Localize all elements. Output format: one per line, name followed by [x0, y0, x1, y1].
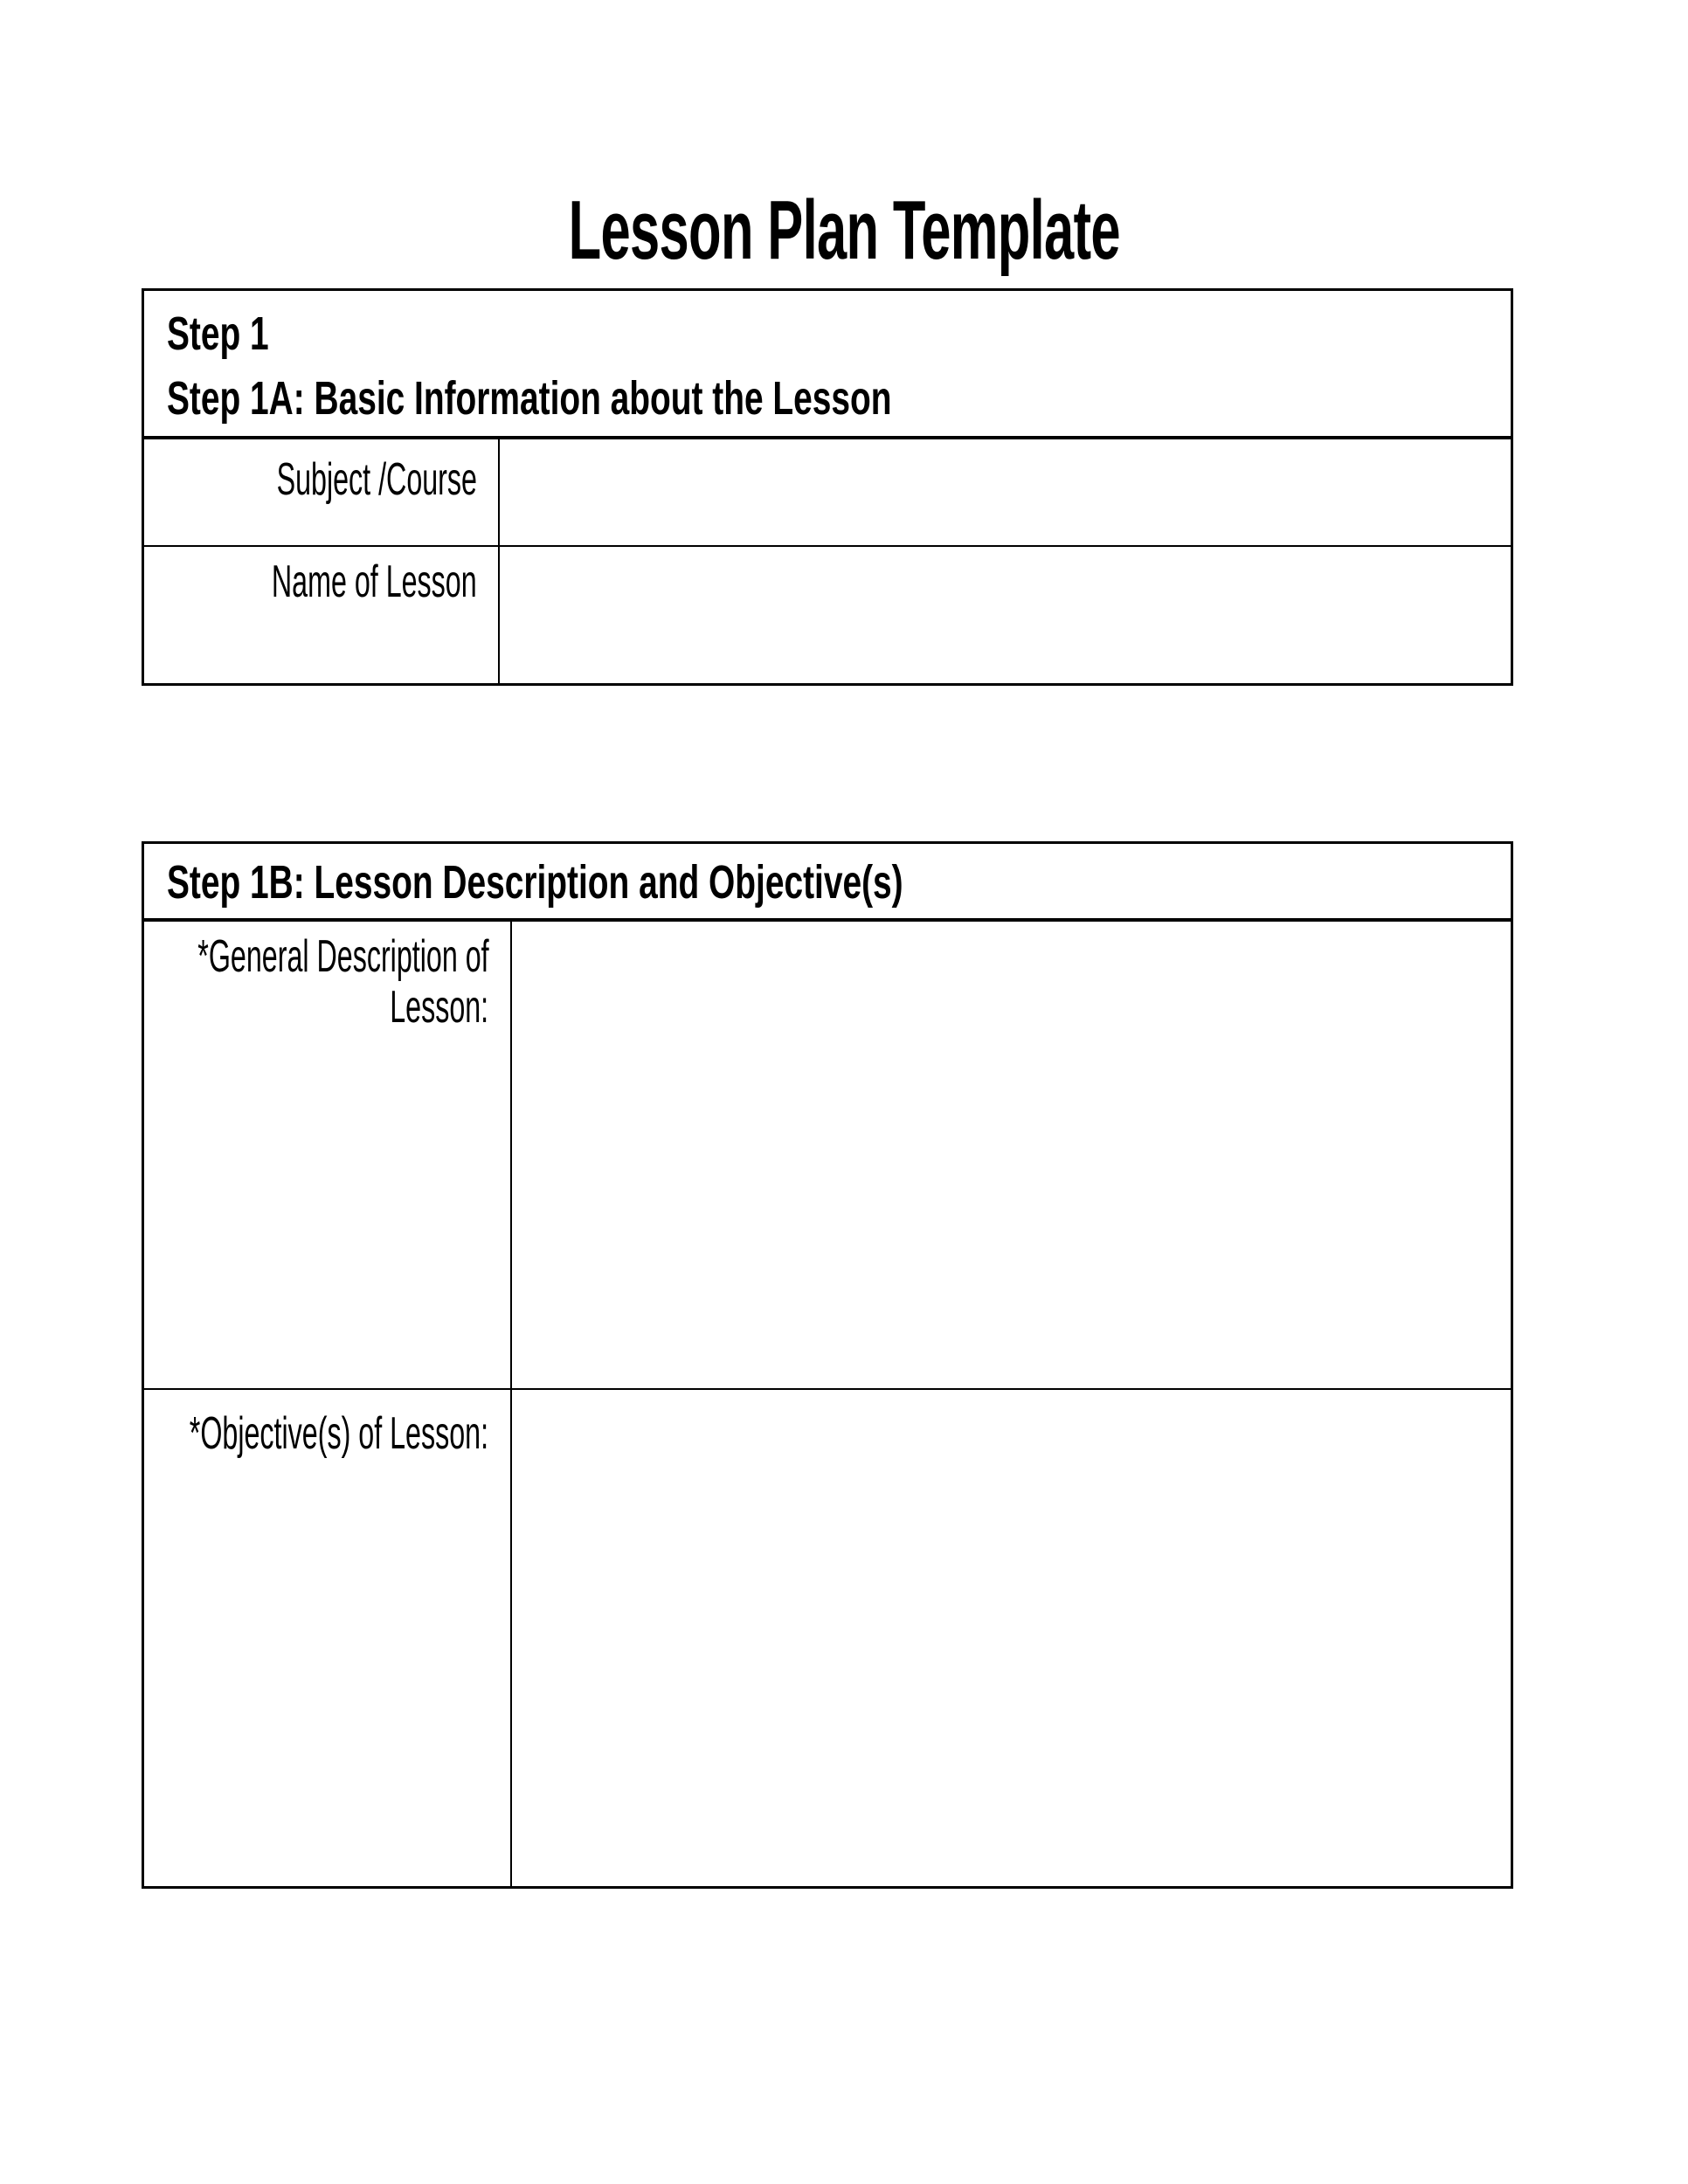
general-description-label-cell — [143, 920, 511, 1389]
subject-course-value-cell[interactable] — [499, 438, 1512, 546]
subject-course-label-cell — [143, 438, 499, 546]
general-description-label-line2: Lesson: — [390, 981, 489, 1033]
table-row — [143, 438, 1512, 546]
table-step1b-description-objectives — [142, 841, 1513, 1889]
general-description-label-line1: *General Description of — [197, 930, 489, 982]
objectives-value-cell[interactable] — [511, 1389, 1512, 1888]
subject-course-label: Subject /Course — [276, 453, 477, 505]
page-title — [0, 183, 1688, 277]
table-row — [143, 290, 1512, 438]
objectives-label-cell — [143, 1389, 511, 1888]
table-row — [143, 1389, 1512, 1888]
step1a-header-line2: Step 1A: Basic Information about the Lesson — [167, 372, 892, 425]
name-of-lesson-label: Name of Lesson — [271, 556, 477, 607]
step1b-header-cell — [143, 843, 1512, 920]
page-title-text: Lesson Plan Template — [568, 183, 1120, 277]
table-step1-basic-information — [142, 288, 1513, 686]
table-row — [143, 546, 1512, 685]
table-row — [143, 920, 1512, 1389]
name-of-lesson-label-cell — [143, 546, 499, 685]
name-of-lesson-value-cell[interactable] — [499, 546, 1512, 685]
step1-header-line1: Step 1 — [167, 308, 269, 360]
step1b-header-text: Step 1B: Lesson Description and Objective(s) — [167, 856, 903, 909]
objectives-label: *Objective(s) of Lesson: — [190, 1407, 489, 1459]
general-description-value-cell[interactable] — [511, 920, 1512, 1389]
step1-header-cell — [143, 290, 1512, 438]
table-row — [143, 843, 1512, 920]
